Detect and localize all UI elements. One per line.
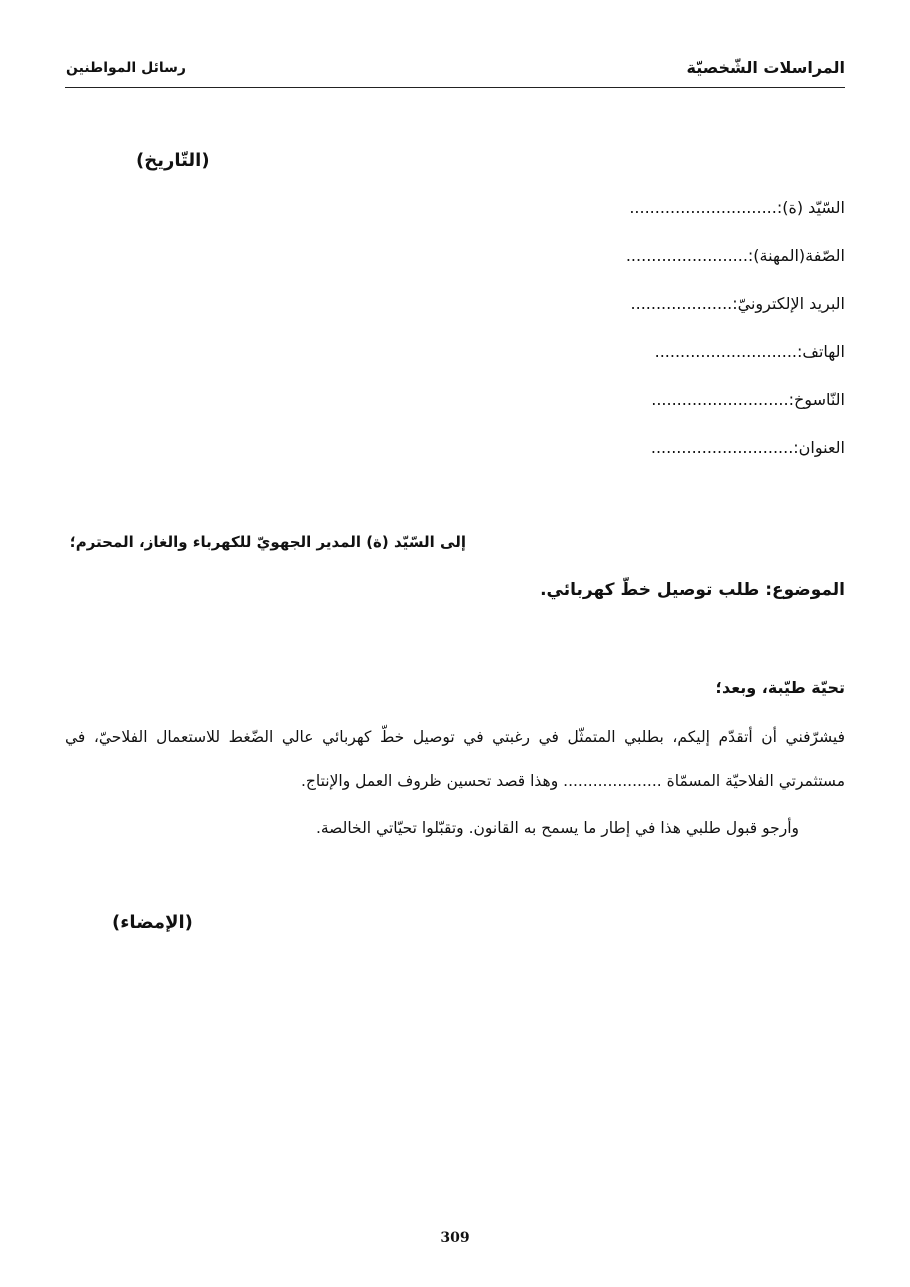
field-dots: ....................	[630, 294, 733, 313]
running-header-section: رسائل المواطنين	[66, 60, 186, 76]
greeting-line: تحيّة طيّبة، وبعد؛	[715, 678, 845, 697]
field-dots: .............................	[629, 198, 777, 217]
field-dots: ............................	[654, 342, 798, 361]
subject-line: الموضوع: طلب توصيل خطّ كهربائي.	[540, 580, 845, 600]
sender-field-name	[629, 198, 845, 217]
sender-field-profession	[626, 246, 845, 265]
field-label: السّيّد (ة):	[776, 198, 845, 217]
field-dots: ............................	[650, 438, 794, 457]
field-dots: ...........................	[651, 390, 789, 409]
body-closing-line: وأرجو قبول طلبي هذا في إطار ما يسمح به القانون. وتقبّلوا تحيّاتي الخالصة.	[315, 819, 799, 837]
recipient-line: إلى السّيّد (ة) المدير الجهويّ للكهرباء والغاز، المحترم؛	[69, 533, 466, 551]
field-label: البريد الإلكترونيّ:	[732, 294, 845, 313]
date-placeholder: (التّاريخ)	[136, 150, 210, 171]
body-paragraph-line-2: مستثمرتي الفلاحيّة المسمّاة .................... وهذا قصد تحسين ظروف العمل والإنتاج.	[300, 772, 845, 790]
field-label: الصّفة(المهنة):	[747, 246, 845, 265]
body-paragraph-line-1: فيشرّفني أن أتقدّم إليكم، بطلبي المتمثّل في رغبتي في توصيل خطّ كهربائي عالي الضّغط للاستعمال الفلاحيّ، في	[65, 728, 845, 746]
field-label: العنوان:	[793, 438, 845, 457]
field-label: الهاتف:	[797, 342, 845, 361]
field-dots: ........................	[625, 246, 748, 265]
page-number: 309	[440, 1230, 470, 1246]
field-label: النّاسوخ:	[788, 390, 845, 409]
sender-field-address	[651, 438, 845, 457]
running-header-title: المراسلات الشّخصيّة	[686, 58, 845, 77]
sender-field-phone	[655, 342, 845, 361]
signature-placeholder: (الإمضاء)	[112, 912, 193, 933]
sender-field-fax	[651, 390, 845, 409]
sender-field-email	[631, 294, 845, 313]
header-divider	[65, 87, 845, 88]
